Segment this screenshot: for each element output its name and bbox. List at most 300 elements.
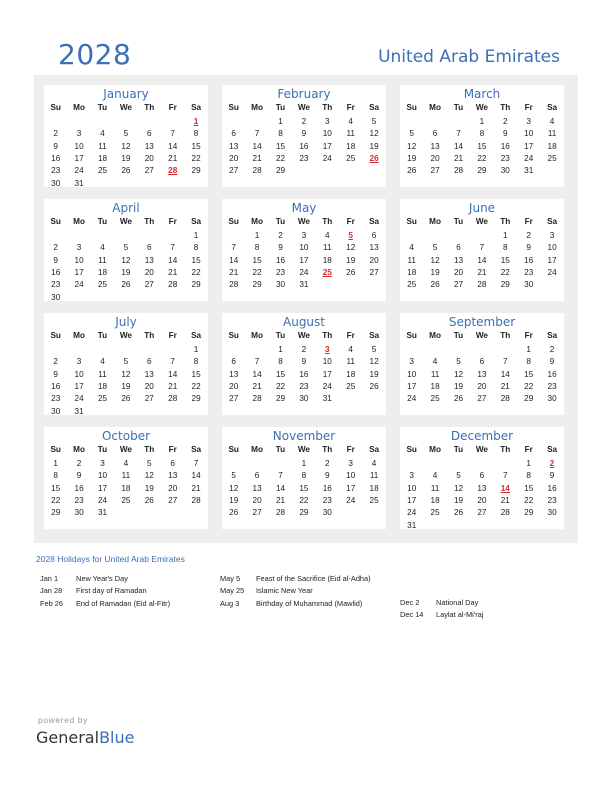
day: 8 bbox=[193, 129, 199, 139]
day: 31 bbox=[74, 178, 84, 188]
day: 19 bbox=[407, 153, 417, 163]
day: 7 bbox=[170, 243, 175, 253]
weekday-label: Su bbox=[50, 331, 61, 340]
day: 13 bbox=[477, 369, 487, 379]
day: 12 bbox=[346, 243, 356, 253]
day: 31 bbox=[97, 508, 108, 518]
day: 20 bbox=[144, 267, 154, 277]
day: 27 bbox=[168, 495, 178, 505]
holiday-date: Jan 28 bbox=[40, 586, 63, 596]
month-november bbox=[222, 427, 386, 529]
day: 20 bbox=[369, 255, 379, 265]
day: 11 bbox=[407, 255, 416, 265]
day: 1 bbox=[193, 231, 199, 240]
day: 13 bbox=[369, 243, 379, 253]
day: 10 bbox=[524, 129, 534, 139]
day: 8 bbox=[278, 129, 283, 139]
weekday-label: Fr bbox=[346, 217, 355, 226]
day: 23 bbox=[500, 153, 510, 163]
day: 8 bbox=[278, 357, 283, 367]
month-name: November bbox=[272, 429, 336, 443]
day: 9 bbox=[503, 129, 508, 139]
day: 27 bbox=[252, 508, 262, 518]
day: 11 bbox=[323, 243, 332, 253]
day: 29 bbox=[275, 394, 286, 404]
weekday-label: Sa bbox=[191, 103, 202, 112]
calendar-panel bbox=[34, 75, 578, 543]
day: 26 bbox=[453, 508, 464, 518]
weekday-label: Tu bbox=[275, 103, 286, 112]
day: 24 bbox=[407, 508, 417, 518]
weekday-label: Th bbox=[144, 331, 155, 340]
day: 9 bbox=[549, 471, 555, 481]
day: 11 bbox=[98, 255, 107, 265]
day: 18 bbox=[97, 381, 108, 391]
day: 23 bbox=[51, 166, 61, 176]
day: 6 bbox=[479, 357, 485, 367]
weekday-label: Su bbox=[50, 445, 61, 454]
day: 11 bbox=[98, 141, 107, 151]
day: 20 bbox=[144, 381, 154, 391]
day: 23 bbox=[299, 381, 309, 391]
day: 9 bbox=[76, 471, 82, 481]
month-name: October bbox=[101, 429, 151, 443]
month-september bbox=[400, 313, 564, 415]
day: 14 bbox=[252, 141, 262, 151]
day: 29 bbox=[191, 280, 201, 290]
day: 22 bbox=[524, 381, 534, 391]
day: 11 bbox=[98, 369, 107, 379]
weekday-label: We bbox=[297, 217, 310, 226]
day: 19 bbox=[144, 483, 154, 493]
day: 18 bbox=[369, 483, 379, 493]
day: 6 bbox=[170, 459, 175, 468]
holiday-name: Islamic New Year bbox=[256, 586, 313, 596]
day: 17 bbox=[97, 483, 108, 493]
day: 9 bbox=[53, 255, 58, 265]
day: 25 bbox=[547, 153, 557, 163]
day: 24 bbox=[74, 394, 84, 404]
day: 24 bbox=[407, 394, 417, 404]
day: 29 bbox=[299, 508, 309, 518]
day: 19 bbox=[453, 381, 464, 391]
weekday-label: Tu bbox=[453, 217, 464, 226]
day: 14 bbox=[168, 141, 178, 151]
day: 27 bbox=[144, 394, 154, 404]
day: 7 bbox=[479, 243, 485, 253]
day: 25 bbox=[97, 394, 108, 404]
month-july bbox=[44, 313, 208, 415]
day: 28 bbox=[191, 495, 201, 505]
weekday-label: Tu bbox=[453, 103, 464, 112]
day: 16 bbox=[275, 255, 286, 265]
day: 4 bbox=[409, 243, 414, 253]
day: 6 bbox=[371, 231, 377, 240]
day: 28 bbox=[252, 166, 262, 176]
day: 21 bbox=[168, 153, 178, 163]
day: 23 bbox=[524, 267, 534, 277]
weekday-label: Su bbox=[406, 331, 417, 340]
weekday-label: Fr bbox=[524, 103, 533, 112]
day: 15 bbox=[524, 369, 534, 379]
day: 23 bbox=[547, 381, 557, 391]
weekday-label: Fr bbox=[524, 331, 533, 340]
holiday-name: National Day bbox=[436, 598, 479, 607]
day: 28 bbox=[453, 166, 464, 176]
day: 13 bbox=[477, 483, 487, 493]
day: 8 bbox=[479, 129, 485, 139]
day: 23 bbox=[51, 394, 61, 404]
day: 1 bbox=[526, 459, 531, 468]
day: 7 bbox=[456, 129, 461, 139]
day: 18 bbox=[346, 369, 356, 379]
weekday-label: Tu bbox=[97, 103, 108, 112]
day: 9 bbox=[325, 471, 330, 481]
weekday-label: Fr bbox=[346, 331, 355, 340]
day: 12 bbox=[229, 483, 239, 493]
day: 22 bbox=[477, 153, 487, 163]
weekday-label: Su bbox=[228, 331, 239, 340]
weekday-label: Sa bbox=[369, 331, 380, 340]
day: 19 bbox=[121, 267, 131, 277]
day: 16 bbox=[299, 369, 309, 379]
weekday-label: Th bbox=[144, 217, 155, 226]
day: 29 bbox=[191, 394, 201, 404]
day: 10 bbox=[97, 471, 108, 481]
day: 3 bbox=[76, 129, 82, 139]
weekday-label: Tu bbox=[453, 331, 464, 340]
weekday-label: Sa bbox=[547, 445, 558, 454]
day: 2 bbox=[278, 231, 283, 240]
day: 28 bbox=[477, 280, 487, 290]
day: 22 bbox=[191, 381, 201, 391]
day: 7 bbox=[254, 129, 260, 139]
weekday-label: Mo bbox=[73, 217, 85, 226]
day: 6 bbox=[147, 129, 152, 139]
day: 27 bbox=[477, 508, 487, 518]
holiday-day: 14 bbox=[500, 483, 510, 493]
day: 15 bbox=[191, 141, 201, 151]
day: 12 bbox=[407, 141, 417, 151]
day: 19 bbox=[430, 267, 440, 277]
day: 19 bbox=[121, 153, 131, 163]
day: 29 bbox=[275, 166, 286, 176]
day: 25 bbox=[430, 394, 440, 404]
day: 23 bbox=[51, 280, 61, 290]
day: 15 bbox=[51, 483, 61, 493]
day: 14 bbox=[168, 255, 178, 265]
day: 27 bbox=[453, 280, 464, 290]
day: 28 bbox=[252, 394, 262, 404]
day: 23 bbox=[547, 495, 557, 505]
day: 9 bbox=[53, 369, 58, 379]
day: 7 bbox=[231, 243, 236, 253]
holidays-title: 2028 Holidays for United Arab Emirates bbox=[36, 554, 185, 564]
day: 29 bbox=[191, 166, 201, 176]
day: 18 bbox=[322, 255, 332, 265]
weekday-label: We bbox=[119, 217, 132, 226]
day: 9 bbox=[53, 141, 58, 151]
day: 8 bbox=[301, 471, 307, 481]
day: 18 bbox=[346, 141, 356, 151]
day: 8 bbox=[526, 357, 531, 367]
weekday-label: Sa bbox=[547, 103, 558, 112]
holiday-date: Jan 1 bbox=[40, 574, 59, 583]
holiday-day: 1 bbox=[193, 117, 199, 126]
weekday-label: Fr bbox=[168, 331, 177, 340]
day: 13 bbox=[430, 141, 440, 151]
weekday-label: Th bbox=[144, 103, 155, 112]
weekday-label: Th bbox=[322, 331, 333, 340]
day: 17 bbox=[547, 255, 557, 265]
day: 19 bbox=[346, 255, 356, 265]
day: 20 bbox=[229, 381, 239, 391]
day: 30 bbox=[74, 508, 84, 518]
day: 26 bbox=[121, 394, 131, 404]
month-january bbox=[44, 85, 208, 187]
weekday-label: Th bbox=[500, 331, 511, 340]
day: 10 bbox=[346, 471, 356, 481]
weekday-label: Su bbox=[228, 217, 239, 226]
day: 13 bbox=[453, 255, 464, 265]
day: 6 bbox=[456, 243, 461, 253]
day: 12 bbox=[369, 129, 379, 139]
day: 14 bbox=[477, 255, 487, 265]
month-name: September bbox=[448, 315, 516, 329]
day: 30 bbox=[51, 178, 61, 188]
day: 30 bbox=[275, 280, 286, 290]
month-february bbox=[222, 85, 386, 187]
weekday-label: Th bbox=[322, 217, 333, 226]
country-title: United Arab Emirates bbox=[378, 47, 560, 67]
day: 10 bbox=[407, 369, 417, 379]
day: 8 bbox=[193, 357, 199, 367]
holiday-date: Dec 2 bbox=[400, 598, 420, 607]
day: 25 bbox=[430, 508, 440, 518]
day: 4 bbox=[549, 117, 555, 126]
month-name: June bbox=[468, 201, 496, 215]
day: 5 bbox=[456, 471, 461, 481]
day: 16 bbox=[547, 483, 557, 493]
day: 17 bbox=[524, 141, 534, 151]
day: 15 bbox=[477, 141, 487, 151]
day: 30 bbox=[322, 508, 332, 518]
day: 8 bbox=[193, 243, 199, 253]
day: 22 bbox=[524, 495, 534, 505]
day: 28 bbox=[168, 394, 178, 404]
month-december bbox=[400, 427, 564, 529]
month-october bbox=[44, 427, 208, 529]
weekday-label: Th bbox=[500, 217, 511, 226]
day: 29 bbox=[252, 280, 262, 290]
weekday-label: We bbox=[475, 103, 488, 112]
day: 11 bbox=[547, 129, 557, 139]
day: 13 bbox=[252, 483, 262, 493]
day: 29 bbox=[51, 508, 61, 518]
day: 28 bbox=[500, 394, 510, 404]
day: 4 bbox=[371, 459, 377, 468]
day: 21 bbox=[168, 267, 178, 277]
day: 3 bbox=[76, 243, 82, 253]
weekday-label: Fr bbox=[524, 217, 533, 226]
day: 24 bbox=[97, 495, 108, 505]
day: 8 bbox=[503, 243, 508, 253]
day: 5 bbox=[456, 357, 461, 367]
day: 22 bbox=[191, 267, 201, 277]
day: 7 bbox=[254, 357, 260, 367]
day: 15 bbox=[191, 369, 201, 379]
day: 30 bbox=[547, 394, 557, 404]
day: 13 bbox=[144, 369, 154, 379]
day: 2 bbox=[503, 117, 508, 126]
weekday-label: Tu bbox=[97, 445, 108, 454]
day: 22 bbox=[275, 153, 286, 163]
day: 3 bbox=[100, 459, 105, 468]
day: 15 bbox=[275, 141, 286, 151]
day: 28 bbox=[275, 508, 286, 518]
holiday-day: 26 bbox=[369, 153, 379, 163]
day: 31 bbox=[74, 406, 84, 416]
day: 11 bbox=[121, 471, 131, 481]
day: 1 bbox=[479, 117, 485, 126]
day: 7 bbox=[170, 129, 175, 139]
weekday-label: Tu bbox=[453, 445, 464, 454]
day: 11 bbox=[430, 369, 440, 379]
year-title: 2028 bbox=[58, 38, 132, 71]
holiday-date: May 5 bbox=[220, 574, 241, 583]
day: 2 bbox=[526, 231, 531, 240]
day: 29 bbox=[500, 280, 510, 290]
day: 22 bbox=[275, 381, 286, 391]
weekday-label: Tu bbox=[275, 445, 286, 454]
day: 6 bbox=[479, 471, 485, 481]
day: 26 bbox=[369, 381, 379, 391]
day: 18 bbox=[430, 381, 440, 391]
weekday-label: Th bbox=[322, 445, 333, 454]
weekday-label: We bbox=[475, 445, 488, 454]
weekday-label: Tu bbox=[275, 217, 286, 226]
day: 1 bbox=[278, 117, 283, 126]
day: 28 bbox=[168, 280, 178, 290]
day: 20 bbox=[168, 483, 178, 493]
day: 25 bbox=[346, 153, 356, 163]
day: 11 bbox=[346, 357, 355, 367]
day: 26 bbox=[407, 166, 417, 176]
day: 14 bbox=[168, 369, 178, 379]
day: 27 bbox=[229, 166, 239, 176]
day: 12 bbox=[453, 483, 464, 493]
brand-blue: Blue bbox=[99, 728, 135, 747]
weekday-label: Mo bbox=[429, 103, 441, 112]
day: 3 bbox=[549, 231, 555, 240]
day: 17 bbox=[74, 267, 84, 277]
day: 4 bbox=[100, 129, 105, 139]
month-april bbox=[44, 199, 208, 301]
day: 29 bbox=[477, 166, 487, 176]
weekday-label: Su bbox=[406, 445, 417, 454]
day: 2 bbox=[76, 459, 82, 468]
weekday-label: Th bbox=[144, 445, 155, 454]
month-name: January bbox=[103, 87, 149, 101]
day: 20 bbox=[229, 153, 239, 163]
day: 15 bbox=[524, 483, 534, 493]
holiday-day: 3 bbox=[325, 345, 330, 354]
day: 30 bbox=[51, 406, 61, 416]
month-june bbox=[400, 199, 564, 301]
weekday-label: Fr bbox=[168, 217, 177, 226]
day: 16 bbox=[322, 483, 332, 493]
weekday-label: Mo bbox=[429, 217, 441, 226]
day: 16 bbox=[74, 483, 84, 493]
holiday-name: First day of Ramadan bbox=[76, 586, 147, 596]
day: 6 bbox=[432, 129, 438, 139]
day: 1 bbox=[193, 345, 199, 354]
day: 1 bbox=[526, 345, 531, 354]
day: 9 bbox=[301, 129, 307, 139]
day: 10 bbox=[74, 141, 84, 151]
day: 5 bbox=[147, 459, 152, 468]
day: 31 bbox=[322, 394, 332, 404]
day: 16 bbox=[51, 153, 61, 163]
day: 4 bbox=[325, 231, 330, 240]
day: 23 bbox=[299, 153, 309, 163]
day: 5 bbox=[409, 129, 414, 139]
day: 20 bbox=[453, 267, 464, 277]
day: 9 bbox=[301, 357, 307, 367]
day: 6 bbox=[254, 471, 260, 481]
day: 31 bbox=[299, 280, 309, 290]
day: 18 bbox=[407, 267, 417, 277]
weekday-label: Su bbox=[228, 445, 239, 454]
day: 20 bbox=[430, 153, 440, 163]
day: 19 bbox=[453, 495, 464, 505]
month-name: May bbox=[291, 201, 317, 215]
day: 2 bbox=[301, 345, 307, 354]
weekday-label: Sa bbox=[369, 217, 380, 226]
weekday-label: We bbox=[475, 217, 488, 226]
day: 17 bbox=[299, 255, 309, 265]
day: 18 bbox=[97, 153, 108, 163]
day: 12 bbox=[144, 471, 154, 481]
day: 30 bbox=[547, 508, 557, 518]
day: 2 bbox=[301, 117, 307, 126]
day: 4 bbox=[100, 243, 105, 253]
day: 28 bbox=[229, 280, 239, 290]
day: 5 bbox=[432, 243, 438, 253]
day: 31 bbox=[407, 520, 417, 530]
day: 16 bbox=[299, 141, 309, 151]
day: 20 bbox=[252, 495, 262, 505]
weekday-label: Sa bbox=[369, 103, 380, 112]
day: 22 bbox=[191, 153, 201, 163]
day: 10 bbox=[74, 369, 84, 379]
day: 7 bbox=[278, 471, 283, 481]
day: 5 bbox=[123, 129, 129, 139]
weekday-label: Su bbox=[406, 103, 417, 112]
holiday-date: May 25 bbox=[220, 586, 245, 596]
day: 4 bbox=[123, 459, 129, 468]
day: 12 bbox=[121, 255, 131, 265]
day: 18 bbox=[430, 495, 440, 505]
day: 24 bbox=[524, 153, 534, 163]
day: 15 bbox=[299, 483, 309, 493]
weekday-label: Mo bbox=[73, 445, 85, 454]
day: 26 bbox=[346, 267, 356, 277]
weekday-label: Fr bbox=[168, 103, 177, 112]
day: 17 bbox=[322, 369, 332, 379]
month-may bbox=[222, 199, 386, 301]
day: 17 bbox=[322, 141, 332, 151]
